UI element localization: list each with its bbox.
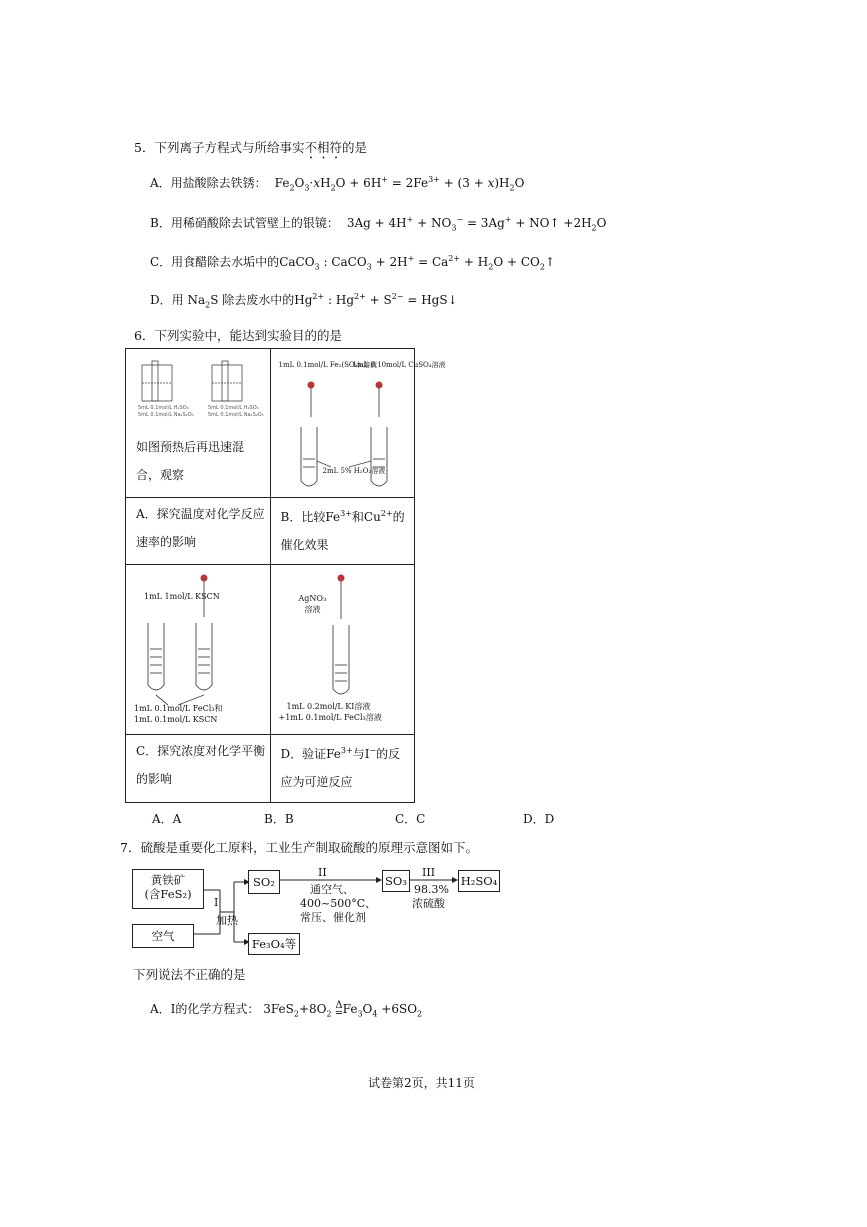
choice-d[interactable]: D．D bbox=[523, 812, 555, 826]
label-fecl3-kscn-1: 1mL 0.1mol/L FeCl₃和 bbox=[134, 704, 223, 713]
beakers-figure bbox=[126, 355, 270, 425]
q7-stem: 7．硫酸是重要化工原料，工业生产制取硫酸的原理示意图如下。 bbox=[120, 840, 478, 855]
box-so3: SO₃ bbox=[382, 870, 410, 892]
option-d-text: D．验证$Fe^{3+}$与I−的反应为可逆反应 bbox=[280, 746, 401, 789]
svg-text:5mL 0.1mol/L Na₂S₂O₃: 5mL 0.1mol/L Na₂S₂O₃ bbox=[138, 412, 194, 418]
step-3-condition-1: 98.3% bbox=[414, 883, 449, 896]
label-agno3-sol: 溶液 bbox=[304, 605, 321, 614]
cell-a-figure bbox=[126, 349, 271, 498]
step-1-condition: 加热 bbox=[216, 914, 238, 927]
step-3-condition-2: 浓硫酸 bbox=[412, 897, 445, 910]
step-2-condition-3: 常压、催化剂 bbox=[300, 911, 366, 924]
option-c-text: C．探究浓度对化学平衡的影响 bbox=[136, 744, 266, 786]
test-tubes-figure-b bbox=[271, 349, 415, 498]
step-2-label: II bbox=[318, 866, 327, 879]
svg-text:5mL 0.1mol/L H₂SO₄: 5mL 0.1mol/L H₂SO₄ bbox=[208, 405, 259, 411]
q7-option-a: A．I的化学方程式： $3FeS_2+8O_2$ Δ $═Fe_3O_4 +6SO_2$ bbox=[150, 999, 423, 1019]
label-agno3: AgNO₃ bbox=[298, 594, 327, 603]
choice-a[interactable]: A．A bbox=[152, 812, 182, 826]
step-2-condition-1: 通空气、 bbox=[310, 883, 354, 896]
q5-option-a: A．用盐酸除去铁锈： $Fe_2O_3\cdot xH_2O + 6H^+ = 2Fe^{3+} + (3 + x)H_2O$ bbox=[150, 175, 525, 193]
box-so2: SO₂ bbox=[248, 870, 280, 894]
cell-d-text bbox=[270, 735, 415, 803]
experiment-table bbox=[125, 348, 446, 803]
cell-c-figure bbox=[126, 565, 271, 735]
step-2-condition-2: 400~500°C、 bbox=[300, 897, 377, 910]
cell-d-figure bbox=[270, 565, 415, 735]
box-h2so4: H₂SO₄ bbox=[458, 870, 500, 892]
svg-text:5mL 0.1mol/L H₂SO₄: 5mL 0.1mol/L H₂SO₄ bbox=[138, 405, 189, 411]
q7-sub-stem: 下列说法不正确的是 bbox=[133, 967, 246, 982]
cell-a-note: 如图预热后再迅速混合，观察 bbox=[136, 440, 245, 482]
option-b-text: B．比较$Fe^{3+}$和$Cu^{2+}$的催化效果 bbox=[280, 509, 405, 552]
q5-option-d: D．用 $Na_2S$ 除去废水中的$Hg^{2+}$ : $Hg^{2+} + S^{2-}$ = HgS↓ bbox=[150, 292, 458, 310]
step-3-label: III bbox=[422, 866, 436, 879]
cell-c-text bbox=[126, 735, 271, 803]
box-air: 空气 bbox=[132, 924, 194, 948]
q6-stem: 6．下列实验中，能达到实验目的的是 bbox=[134, 328, 342, 343]
q5-option-c: C．用食醋除去水垢中的CaCO$_3$ : CaCO$_3$ + $2H^+ = Ca^{2+} + H_2O$ + $CO_2↑$ bbox=[150, 254, 556, 272]
page-footer: 试卷第2页，共11页 bbox=[368, 1076, 475, 1090]
q5-stem: 5．下列离子方程式与所给事实不相符的是 bbox=[134, 140, 367, 155]
label-fecl3-kscn-2: 1mL 0.1mol/L KSCN bbox=[134, 715, 218, 724]
label-fe2so43: 1mL 0.1mol/L Fe₂(SO₄)₃溶液 bbox=[278, 361, 377, 369]
label-kscn: 1mL 1mol/L KSCN bbox=[144, 592, 220, 601]
cell-b-figure bbox=[270, 349, 446, 498]
svg-text:5mL 0.1mol/L Na₂S₂O₃: 5mL 0.1mol/L Na₂S₂O₃ bbox=[208, 412, 264, 418]
label-fecl3: +1mL 0.1mol/L FeCl₃溶液 bbox=[278, 713, 382, 722]
step-1-label: I bbox=[214, 896, 219, 909]
option-a-text: A．探究温度对化学反应速率的影响 bbox=[136, 507, 265, 549]
label-h2o2: 2mL 5% H₂O₂溶液 bbox=[322, 467, 386, 475]
cell-a-text bbox=[126, 498, 271, 565]
q5-option-b: B．用稀硝酸除去试管壁上的银镜： $3Ag + 4H^+ + NO_3^- = 3Ag^+$ + NO↑ $+2H_2O$ bbox=[150, 215, 607, 233]
box-fe3o4: Fe₃O₄等 bbox=[248, 933, 300, 955]
label-ki: 1mL 0.2mol/L KI溶液 bbox=[286, 702, 371, 711]
choice-b[interactable]: B．B bbox=[264, 812, 294, 826]
choice-c[interactable]: C．C bbox=[395, 812, 426, 826]
box-pyrite: 黄铁矿 (含FeS₂) bbox=[132, 869, 204, 909]
cell-b-text bbox=[270, 498, 415, 565]
label-cuso4: 1mL 0.10mol/L CuSO₄溶液 bbox=[352, 361, 446, 369]
